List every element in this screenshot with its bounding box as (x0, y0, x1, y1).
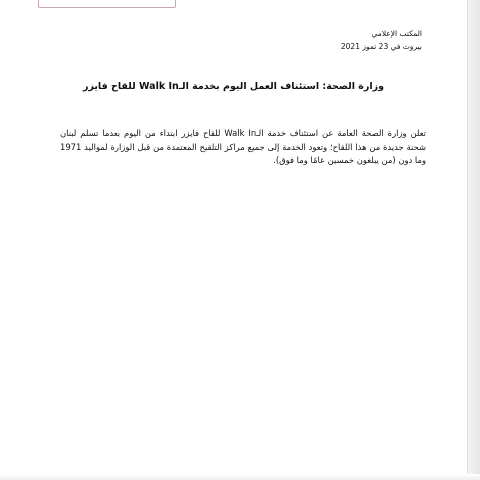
header-frame (38, 0, 176, 8)
document-title: وزارة الصحة: استئناف العمل اليوم بخدمة الـWalk In للقاح فايزر (82, 81, 384, 92)
office-name: المكتب الإعلامي (371, 29, 422, 38)
page-edge-shadow (467, 0, 480, 480)
press-office-header (341, 27, 422, 53)
dateline: بيروت في 23 تموز 2021 (340, 42, 422, 51)
body-paragraph: تعلن وزارة الصحة العامة عن استئناف خدمة الـWalk In للقاح فايزر ابتداء من اليوم بعدما تسلم لبنان شحنة جديدة من هذا اللقاح؛ وتعود الخدمة إلى جميع مراكز التلقيح المعتمدة من قبل الوزارة لمواليد 1971 وما دون (من يبلغون خمسين عامًا وما فوق). (60, 128, 426, 165)
page-bottom-shadow (0, 474, 480, 480)
